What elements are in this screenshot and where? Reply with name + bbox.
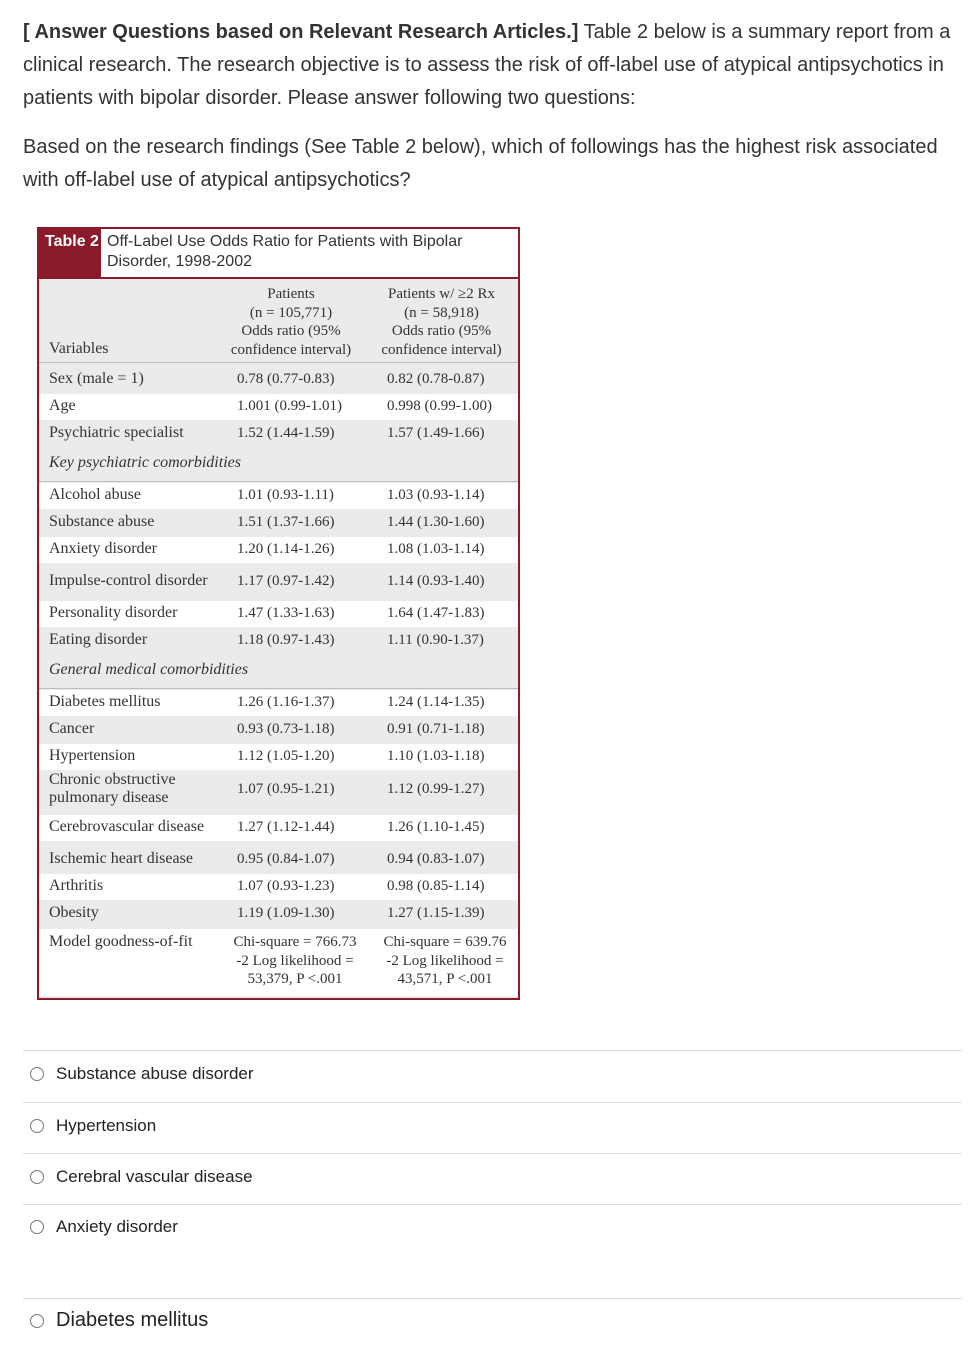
option-label[interactable]: Diabetes mellitus [56,1309,209,1331]
option-label[interactable]: Cerebral vascular disease [56,1167,253,1186]
col1-header-line: (n = 105,771) [249,304,333,321]
row-variable-name: Diabetes mellitus [49,693,161,710]
row-variable-name: Model goodness-of-fit [49,933,193,950]
odds-ratio-cell: 1.07 (0.95-1.21) [237,781,335,797]
row-variable-name-line: Chronic obstructive [49,771,176,788]
row-variable-name: Personality disorder [49,604,178,621]
answer-option[interactable] [30,1167,253,1187]
row-variable-name: Anxiety disorder [49,540,157,557]
table-row [39,421,518,447]
row-variable-name: Sex (male = 1) [49,370,144,387]
odds-ratio-cell: 0.998 (0.99-1.00) [387,398,492,414]
option-label[interactable]: Anxiety disorder [56,1217,178,1236]
odds-ratio-cell: 0.94 (0.83-1.07) [387,851,485,867]
table-row [39,601,518,627]
section-rule [39,688,518,689]
odds-ratio-cell: 1.24 (1.14-1.35) [387,694,485,710]
odds-ratio-cell: 1.18 (0.97-1.43) [237,632,335,648]
table-row [39,483,518,509]
row-variable-name: Obesity [49,904,99,921]
option-divider [23,1102,962,1103]
odds-ratio-cell: 1.17 (0.97-1.42) [237,573,335,589]
model-fit-line: Chi-square = 639.76 [383,934,507,950]
odds-ratio-cell: 1.64 (1.47-1.83) [387,605,485,621]
odds-ratio-cell: 1.01 (0.93-1.11) [237,487,334,503]
model-fit-line: 53,379, P <.001 [247,971,343,987]
table-row [39,847,518,873]
section-rule [39,481,518,482]
table-row [39,510,518,536]
model-fit-line: -2 Log likelihood = [386,952,504,969]
col2-header-line: (n = 58,918) [404,304,479,321]
odds-ratio-cell: 0.98 (0.85-1.14) [387,878,485,894]
odds-ratio-cell: 0.93 (0.73-1.18) [237,721,335,737]
radio-button[interactable] [30,1067,44,1081]
question-text [23,16,958,197]
section-heading: General medical comorbidities [49,661,249,678]
odds-ratio-cell: 1.03 (0.93-1.14) [387,487,485,503]
col1-header-line: confidence interval) [230,341,352,358]
odds-ratio-cell: 1.27 (1.12-1.44) [237,819,335,835]
odds-ratio-cell: 1.08 (1.03-1.14) [387,541,485,557]
odds-ratio-cell: 1.57 (1.49-1.66) [387,425,485,441]
radio-button[interactable] [30,1119,44,1133]
option-label[interactable]: Substance abuse disorder [56,1064,254,1083]
odds-ratio-cell: 1.27 (1.15-1.39) [387,905,485,921]
odds-ratio-cell: 0.91 (0.71-1.18) [387,721,485,737]
row-variable-name: Eating disorder [49,631,148,648]
option-divider [23,1204,962,1205]
odds-ratio-cell: 1.14 (0.93-1.40) [387,573,485,589]
table-header [39,229,518,279]
col1-header-line: Patients [267,286,315,302]
table-row [39,717,518,743]
odds-ratio-cell: 1.44 (1.30-1.60) [387,514,485,530]
table-row [39,771,518,809]
row-variable-name: Arthritis [49,877,104,894]
odds-ratio-cell: 1.001 (0.99-1.01) [237,398,342,414]
table-figure [37,227,520,1000]
table-row [39,874,518,900]
col1-header-line: Odds ratio (95% [241,323,341,339]
option-divider [23,1298,962,1299]
odds-ratio-cell: 0.82 (0.78-0.87) [387,371,485,387]
model-fit-line: 43,571, P <.001 [397,971,493,987]
odds-ratio-cell: 1.11 (0.90-1.37) [387,632,484,648]
answer-option[interactable] [30,1116,156,1136]
col2-header-line: confidence interval) [381,341,502,358]
row-variable-name: Alcohol abuse [49,486,141,503]
odds-ratio-cell: 1.20 (1.14-1.26) [237,541,335,557]
row-variable-name: Ischemic heart disease [49,850,193,867]
odds-ratio-cell: 0.78 (0.77-0.83) [237,371,335,387]
odds-ratio-cell: 1.26 (1.16-1.37) [237,694,335,710]
question-prefix: [ Answer Questions based on Relevant Research Articles.] [23,21,579,43]
table-row [39,394,518,420]
table-row [39,690,518,716]
question-prompt: Based on the research findings (See Table 2 below), which of followings has the highest risk associated with off-label use of atypical antipsychotics? [23,136,938,191]
model-fit-cell [375,933,515,989]
odds-ratio-cell: 1.47 (1.33-1.63) [237,605,335,621]
odds-ratio-cell: 1.10 (1.03-1.18) [387,748,485,764]
table-title: Off-Label Use Odds Ratio for Patients with Bipolar Disorder, 1998-2002 [107,233,463,270]
odds-ratio-cell: 1.12 (1.05-1.20) [237,748,335,764]
odds-ratio-cell: 1.19 (1.09-1.30) [237,905,335,921]
row-variable-name: Hypertension [49,747,136,764]
table-row [39,901,518,927]
row-variable-name: Impulse-control disorder [49,572,208,589]
table-row [39,628,518,654]
row-variable-name: Cerebrovascular disease [49,818,205,835]
col2-header-line: Patients w/ ≥2 Rx [388,286,495,302]
row-variable-name: Age [49,397,76,414]
radio-button[interactable] [30,1220,44,1234]
column-header-variables: Variables [49,340,109,357]
row-variable-name: Psychiatric specialist [49,424,184,441]
row-variable-name: Cancer [49,720,95,737]
header-rule [39,362,518,363]
table-row [39,537,518,563]
column-header-patients-2rx [369,285,514,359]
table-row [39,569,518,595]
answer-option[interactable] [30,1217,178,1237]
table-label: Table 2 [39,229,101,277]
model-fit-row [39,929,518,996]
odds-ratio-cell: 0.95 (0.84-1.07) [237,851,335,867]
row-variable-name: Substance abuse [49,513,155,530]
row-variable-name-line: pulmonary disease [49,789,169,806]
model-fit-cell [225,933,365,989]
odds-ratio-cell: 1.51 (1.37-1.66) [237,514,335,530]
table-row [39,744,518,770]
table-row [39,367,518,393]
table-row [39,815,518,841]
odds-ratio-cell: 1.12 (0.99-1.27) [387,781,485,797]
row-variable-name [49,771,176,807]
answer-option[interactable] [30,1309,208,1332]
col2-header-line: Odds ratio (95% [391,323,492,339]
option-label[interactable]: Hypertension [56,1116,157,1135]
option-divider [23,1153,962,1154]
answer-option[interactable] [30,1064,254,1084]
column-header-patients [211,285,371,359]
model-fit-line: -2 Log likelihood = [236,952,354,969]
section-heading: Key psychiatric comorbidities [49,454,241,471]
model-fit-line: Chi-square = 766.73 [233,934,357,950]
question-intro [23,16,958,115]
question-intro-text: Table 2 below is a summary report from a clinical research. The research objective is to assess the risk of off-label use of atypical antipsychotics in patients with bipolar disorder. Please answer following two questions: [23,21,951,109]
odds-ratio-cell: 1.52 (1.44-1.59) [237,425,335,441]
radio-button[interactable] [30,1314,44,1328]
radio-button[interactable] [30,1170,44,1184]
odds-ratio-cell: 1.07 (0.93-1.23) [237,878,335,894]
odds-ratio-cell: 1.26 (1.10-1.45) [387,819,485,835]
option-divider [23,1050,962,1051]
